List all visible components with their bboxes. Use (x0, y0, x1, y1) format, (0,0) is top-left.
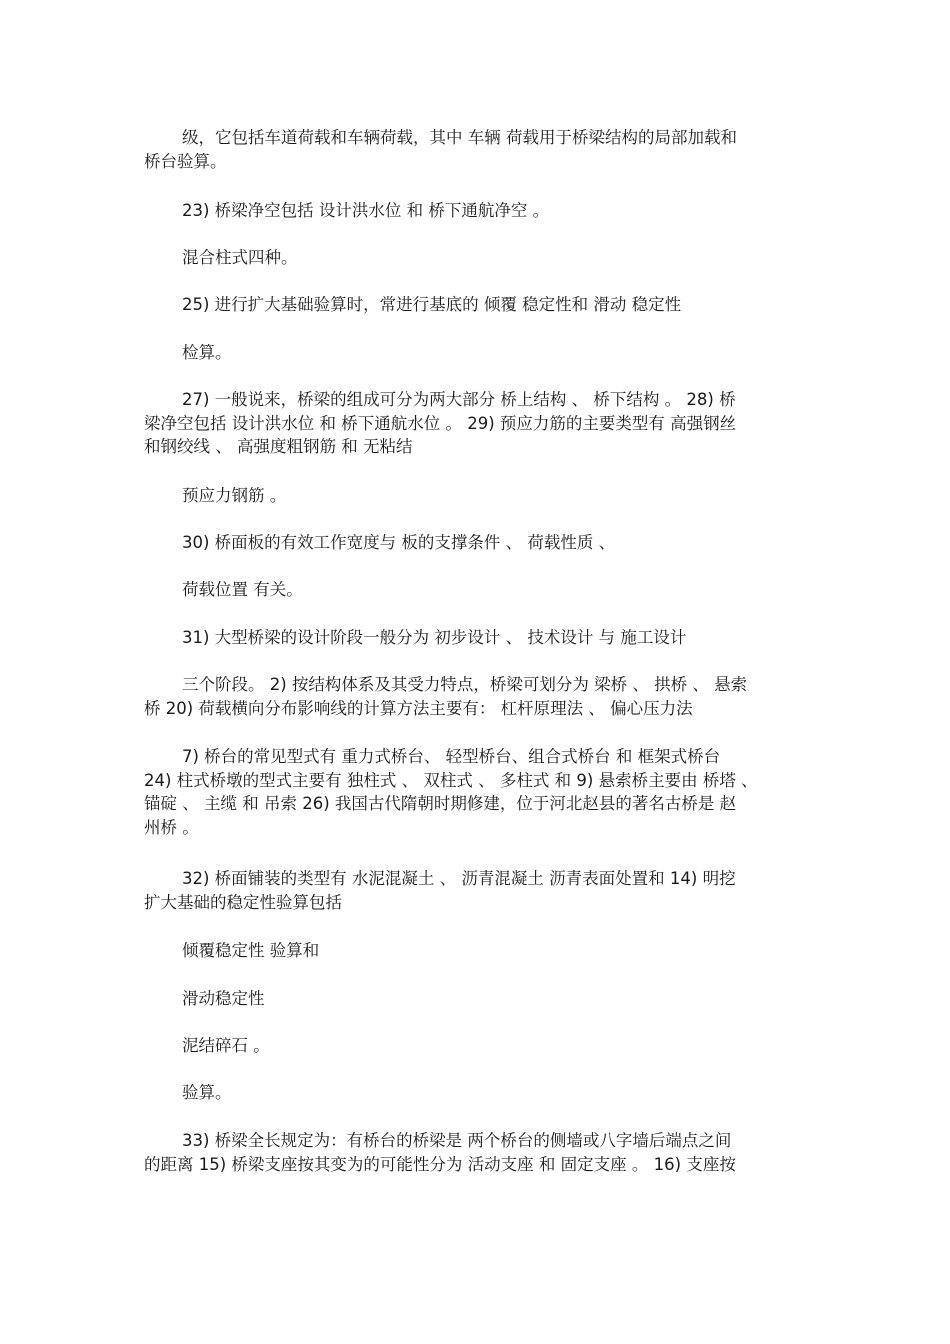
text-line: 7) 桥台的常见型式有 重力式桥台、 轻型桥台、组合式桥台 和 框架式桥台 (182, 747, 721, 766)
paragraph-6 (144, 388, 808, 459)
text-line: 验算。 (182, 1083, 232, 1102)
paragraph-1 (144, 126, 808, 173)
paragraph-3 (144, 246, 808, 270)
text-line: 30) 桥面板的有效工作宽度与 板的支撑条件 、 荷载性质 、 (182, 533, 616, 552)
paragraph-4 (144, 293, 808, 317)
text-line: 33) 桥梁全长规定为：有桥台的桥梁是 两个桥台的侧墙或八字墙后端点之间 (182, 1131, 732, 1150)
paragraph-5 (144, 341, 808, 365)
text-line: 桥 20) 荷载横向分布影响线的计算方法主要有： 杠杆原理法 、 偏心压力法 (144, 698, 693, 718)
paragraph-13 (144, 867, 808, 914)
text-line: 桥台验算。 (144, 151, 227, 171)
text-line: 荷载位置 有关。 (182, 580, 303, 599)
text-line: 级，它包括车道荷载和车辆荷载，其中 车辆 荷载用于桥梁结构的局部加载和 (182, 128, 737, 147)
paragraph-12 (144, 745, 808, 839)
text-line: 31) 大型桥梁的设计阶段一般分为 初步设计 、 技术设计 与 施工设计 (182, 628, 687, 647)
text-line: 锚碇 、 主缆 和 吊索 26) 我国古代隋朝时期修建，位于河北赵县的著名古桥是 赵 (144, 794, 737, 813)
text-line: 和钢绞线 、 高强度粗钢筋 和 无粘结 (144, 437, 413, 456)
text-line: 23) 桥梁净空包括 设计洪水位 和 桥下通航净空 。 (182, 201, 550, 220)
text-line: 27) 一般说来，桥梁的组成可分为两大部分 桥上结构 、 桥下结构 。 28) 桥 (182, 390, 736, 409)
paragraph-18 (144, 1129, 808, 1176)
text-line: 25) 进行扩大基础验算时，常进行基底的 倾覆 稳定性和 滑动 稳定性 (182, 295, 682, 314)
text-line: 倾覆稳定性 验算和 (182, 941, 320, 960)
text-line: 州桥 。 (144, 817, 199, 837)
paragraph-10 (144, 626, 808, 650)
text-line: 扩大基础的稳定性验算包括 (144, 892, 342, 912)
paragraph-9 (144, 578, 808, 602)
text-line: 梁净空包括 设计洪水位 和 桥下通航水位 。 29) 预应力筋的主要类型有 高强钢丝 (144, 413, 737, 433)
text-line: 预应力钢筋 。 (182, 486, 287, 505)
text-line: 32) 桥面铺装的类型有 水泥混凝土 、 沥青混凝土 沥青表面处置和 14) 明挖 (182, 869, 736, 888)
paragraph-17 (144, 1081, 808, 1105)
text-line: 泥结碎石 。 (182, 1036, 270, 1055)
text-line: 混合柱式四种。 (182, 248, 298, 267)
text-line: 24) 柱式桥墩的型式主要有 独柱式 、 双柱式 、 多柱式 和 9) 悬索桥主要由 桥塔 、 (144, 770, 758, 790)
text-line: 的距离 15) 桥梁支座按其变为的可能性分为 活动支座 和 固定支座 。 16) 支座按 (144, 1154, 736, 1174)
text-line: 三个阶段。 2) 按结构体系及其受力特点，桥梁可划分为 梁桥 、 拱桥 、 悬索 (182, 675, 748, 694)
paragraph-11 (144, 673, 808, 720)
paragraph-15 (144, 987, 808, 1011)
paragraph-16 (144, 1034, 808, 1058)
text-line: 检算。 (182, 343, 232, 362)
text-line: 滑动稳定性 (182, 989, 265, 1008)
paragraph-14 (144, 939, 808, 963)
paragraph-8 (144, 531, 808, 555)
paragraph-2 (144, 199, 808, 223)
paragraph-7 (144, 484, 808, 508)
